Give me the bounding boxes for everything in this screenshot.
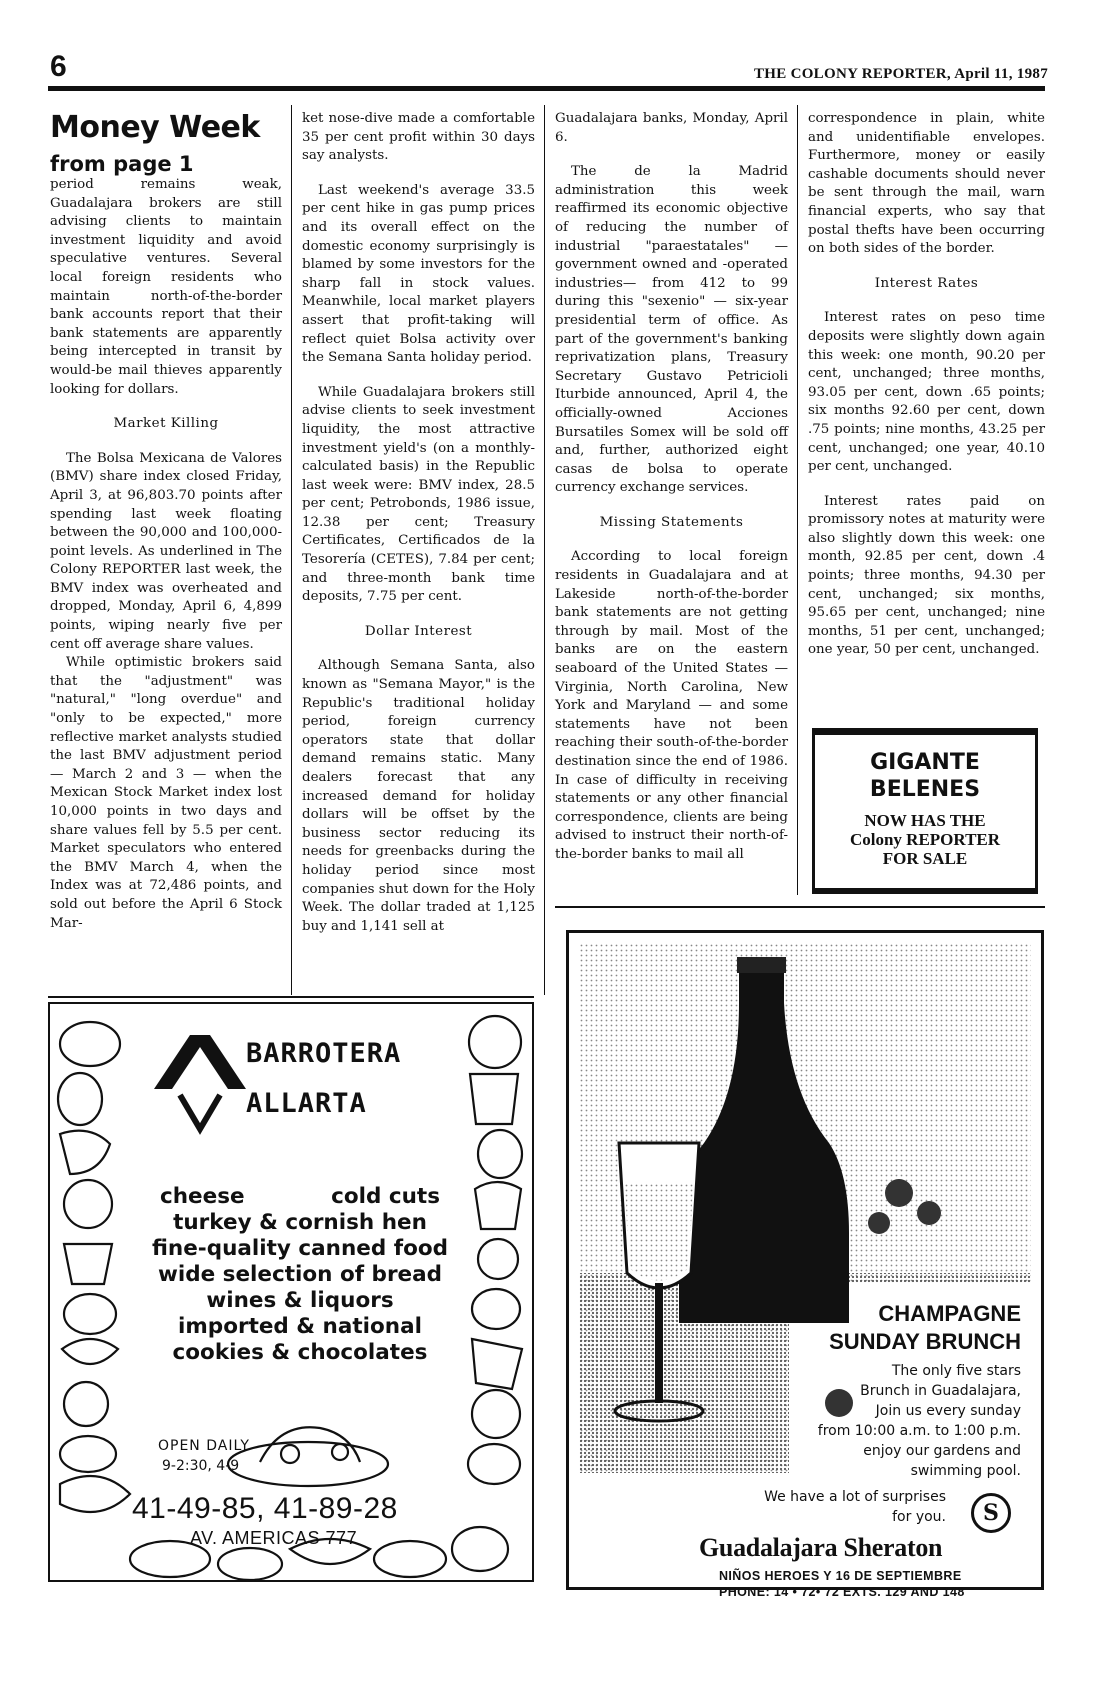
gigante-line: Colony REPORTER (849, 830, 1001, 849)
article-subhead: Market Killing (113, 416, 219, 432)
article-paragraph: Interest rates paid on promissory notes at maturity were also slightly down this week: one month, 92.85 per cent, down .4 points; three months, 94.30 per cent, unchanged; six months, 95.65 per cent, unchanged; nine months, 51 per cent, unchanged; one year, 50 per cent, unchanged. (808, 493, 1045, 658)
abarrotera-vallarta-ad (48, 1002, 534, 1582)
abarrotera-av-logo-icon (150, 1029, 250, 1139)
article-headline: Money Week (50, 110, 260, 145)
product-item: imported & national (178, 1314, 422, 1339)
product-item: fine-quality canned food (151, 1236, 449, 1261)
article-column-4 (808, 110, 1045, 676)
article-paragraph: Last weekend's average 33.5 per cent hike in gas pump prices and its overall effect on the domestic economy surprisingly is blamed by some investors for the sharp fall in stock values. Meanwhile, local market players assert that profit-taking will reflect quiet Bolsa activity over the Semana Santa holiday period. (302, 182, 535, 366)
article-paragraph: The de la Madrid administration this week reaffirmed its economic objective of reducing the number of industrial "paraestatales" — government owned and -operated industries— from 412 to 99 during this "sexenio" — six-year presidential term of office. As part of the government's banking reprivatization plans, Treasury Secretary Gustavo Petricioli Iturbide announced, April 4, the officially-owned Acciones Bursatiles Somex will be sold off and, further, authorized eight casas de bolsa to operate currency exchange services. (555, 164, 788, 496)
product-item: cheese (160, 1184, 245, 1209)
article-paragraph: According to local foreign residents in Guadalajara and at Lakeside north-of-the-border bank statements are not getting through by mail. Most of the banks are on the eastern seaboard of the United States — Virginia, North Carolina, New York and Maryland — and some statements have not been reaching their south-of-the-border destination since the end of 1986. In case of difficulty in receiving statements or any other financial correspondence, clients are being advised to instruct their north-of-the-border banks to mail all (555, 549, 788, 862)
brunch-title-line-1: CHAMPAGNE (878, 1301, 1021, 1326)
column-rule (797, 105, 798, 895)
brunch-copy-line: from 10:00 a.m. to 1:00 p.m. (817, 1423, 1021, 1439)
article-paragraph: period remains weak, Guadalajara brokers are still advising clients to maintain investment liquidity and avoid speculative ventures. Several local foreign residents who maintain north-of-the-border bank accounts report that their bank statements are apparently being intercepted in transit by would-be mail thieves apparently looking for dollars. (50, 177, 282, 397)
product-item: turkey & cornish hen (173, 1210, 427, 1235)
gigante-notice-box (812, 728, 1038, 894)
article-paragraph: While optimistic brokers said that the "adjustment" was "natural," "long overdue" and "only to be expected," more reflective market analysts studied the last BMV adjustment period — March 2 and 3 — when the Mexican Stock Market index lost 10,000 points in two days and share values fell by 5.5 per cent. Market speculators who entered the BMV March 4, when the Index was at 72,486 points, and sold out before the April 6 Stock Mar- (50, 655, 282, 931)
continued-from-label: from page 1 (50, 152, 194, 176)
gigante-line: NOW HAS THE (864, 811, 986, 830)
column-rule (291, 105, 292, 995)
abarrotera-phone: 41-49-85, 41-89-28 (132, 1492, 398, 1525)
opening-hours: 9-2:30, 4-9 (162, 1458, 240, 1474)
article-paragraph: While Guadalajara brokers still advise clients to seek investment liquidity, the most attractive investment yield's (on a monthly-calculated basis) in the Republic last week were: BMV index, 28.5 per cent; Petrobonds, 1986 issue, 12.38 per cent; Treasury Certificates, Certificados de la Tesorería (CETES), 7.84 per cent; and three-month bank time deposits, 7.75 per cent. (302, 384, 535, 605)
gigante-store-name (815, 749, 1035, 803)
gigante-notice-text (815, 811, 1035, 868)
gigante-line: FOR SALE (882, 849, 968, 868)
sheraton-logo-icon: S (971, 1493, 1011, 1533)
article-paragraph: Guadalajara banks, Monday, April 6. (555, 111, 788, 145)
sheraton-brand-name: Guadalajara Sheraton (699, 1533, 943, 1562)
gigante-line: BELENES (869, 777, 981, 802)
sheraton-brunch-ad (566, 930, 1044, 1599)
abarrotera-address: AV. AMERICAS 777 (190, 1528, 358, 1548)
opening-hours-label: OPEN DAILY (158, 1438, 250, 1454)
brunch-copy-line: The only five stars (891, 1363, 1021, 1379)
brunch-copy-line: We have a lot of surprises (764, 1489, 946, 1505)
brunch-copy-line: enjoy our gardens and (863, 1443, 1021, 1459)
brunch-title-line-2: SUNDAY BRUNCH (829, 1329, 1021, 1354)
article-column-1 (50, 110, 282, 949)
product-item: cookies & chocolates (172, 1340, 428, 1365)
article-column-2 (302, 110, 535, 952)
article-paragraph: The Bolsa Mexicana de Valores (BMV) share index closed Friday, April 3, at 96,803.70 points after spending last week floating between the 90,000 and 100,000-point levels. As underlined in The Colony REPORTER last week, the BMV index was overheated and dropped, Monday, April 6, 4,899 points, wiping nearly five per cent off average share values. (50, 450, 282, 652)
product-item: wide selection of bread (157, 1262, 443, 1287)
brunch-copy-line: Join us every sunday (875, 1403, 1021, 1419)
article-subhead: Dollar Interest (364, 623, 473, 639)
article-bottom-rule (48, 996, 534, 998)
article-paragraph: correspondence in plain, white and unidentifiable envelopes. Furthermore, money or easily cashable documents should never be sent through the mail, warn financial experts, who say that postal thefts have been occurring on both sides of the border. (808, 111, 1045, 257)
product-row (130, 1184, 470, 1210)
brunch-copy-line: swimming pool. (910, 1463, 1021, 1479)
article-paragraph: ket nose-dive made a comfortable 35 per cent profit within 30 days say analysts. (302, 111, 535, 164)
abarrotera-product-list (130, 1184, 470, 1366)
header-rule (48, 86, 1045, 91)
gigante-line: GIGANTE (870, 750, 980, 775)
masthead-dateline: THE COLONY REPORTER, April 11, 1987 (753, 66, 1048, 82)
article-paragraph: Although Semana Santa, also known as "Semana Mayor," is the Republic's traditional holiday period, foreign currency operators state that dollar demand remains static. Many dealers forecast that any increased demand for holiday dollars will be offset by the business sector reducing its needs for greenbacks during the holiday period since most companies shut down for the Holy Week. The dollar traded at 1,125 buy and 1,141 sell at (302, 658, 535, 934)
article-column-3 (555, 110, 788, 881)
article-subhead: Interest Rates (874, 275, 979, 291)
abarrotera-name-line-2: ALLARTA (246, 1088, 367, 1119)
sheraton-phone: PHONE: 14 • 72• 72 EXTS. 129 AND 148 (719, 1585, 965, 1599)
abarrotera-name-line-1: BARROTERA (246, 1038, 402, 1069)
article-bottom-rule (555, 906, 1045, 908)
article-paragraph: Interest rates on peso time deposits were slightly down again this week: one month, 90.20 per cent, unchanged; three months, 93.05 per cent, down .65 points; six months 92.60 per cent, down .75 points; nine months, 43.25 per cent, unchanged; one year, 40.10 per cent, unchanged. (808, 310, 1045, 475)
sheraton-address: NIÑOS HEROES Y 16 DE SEPTIEMBRE (719, 1569, 962, 1583)
product-item: wines & liquors (206, 1288, 394, 1313)
page-number: 6 (50, 50, 67, 83)
article-subhead: Missing Statements (599, 514, 744, 530)
product-item: cold cuts (331, 1184, 440, 1209)
brunch-copy-line: for you. (892, 1509, 946, 1525)
column-rule (544, 105, 545, 995)
brunch-copy-line: Brunch in Guadalajara, (860, 1383, 1021, 1399)
